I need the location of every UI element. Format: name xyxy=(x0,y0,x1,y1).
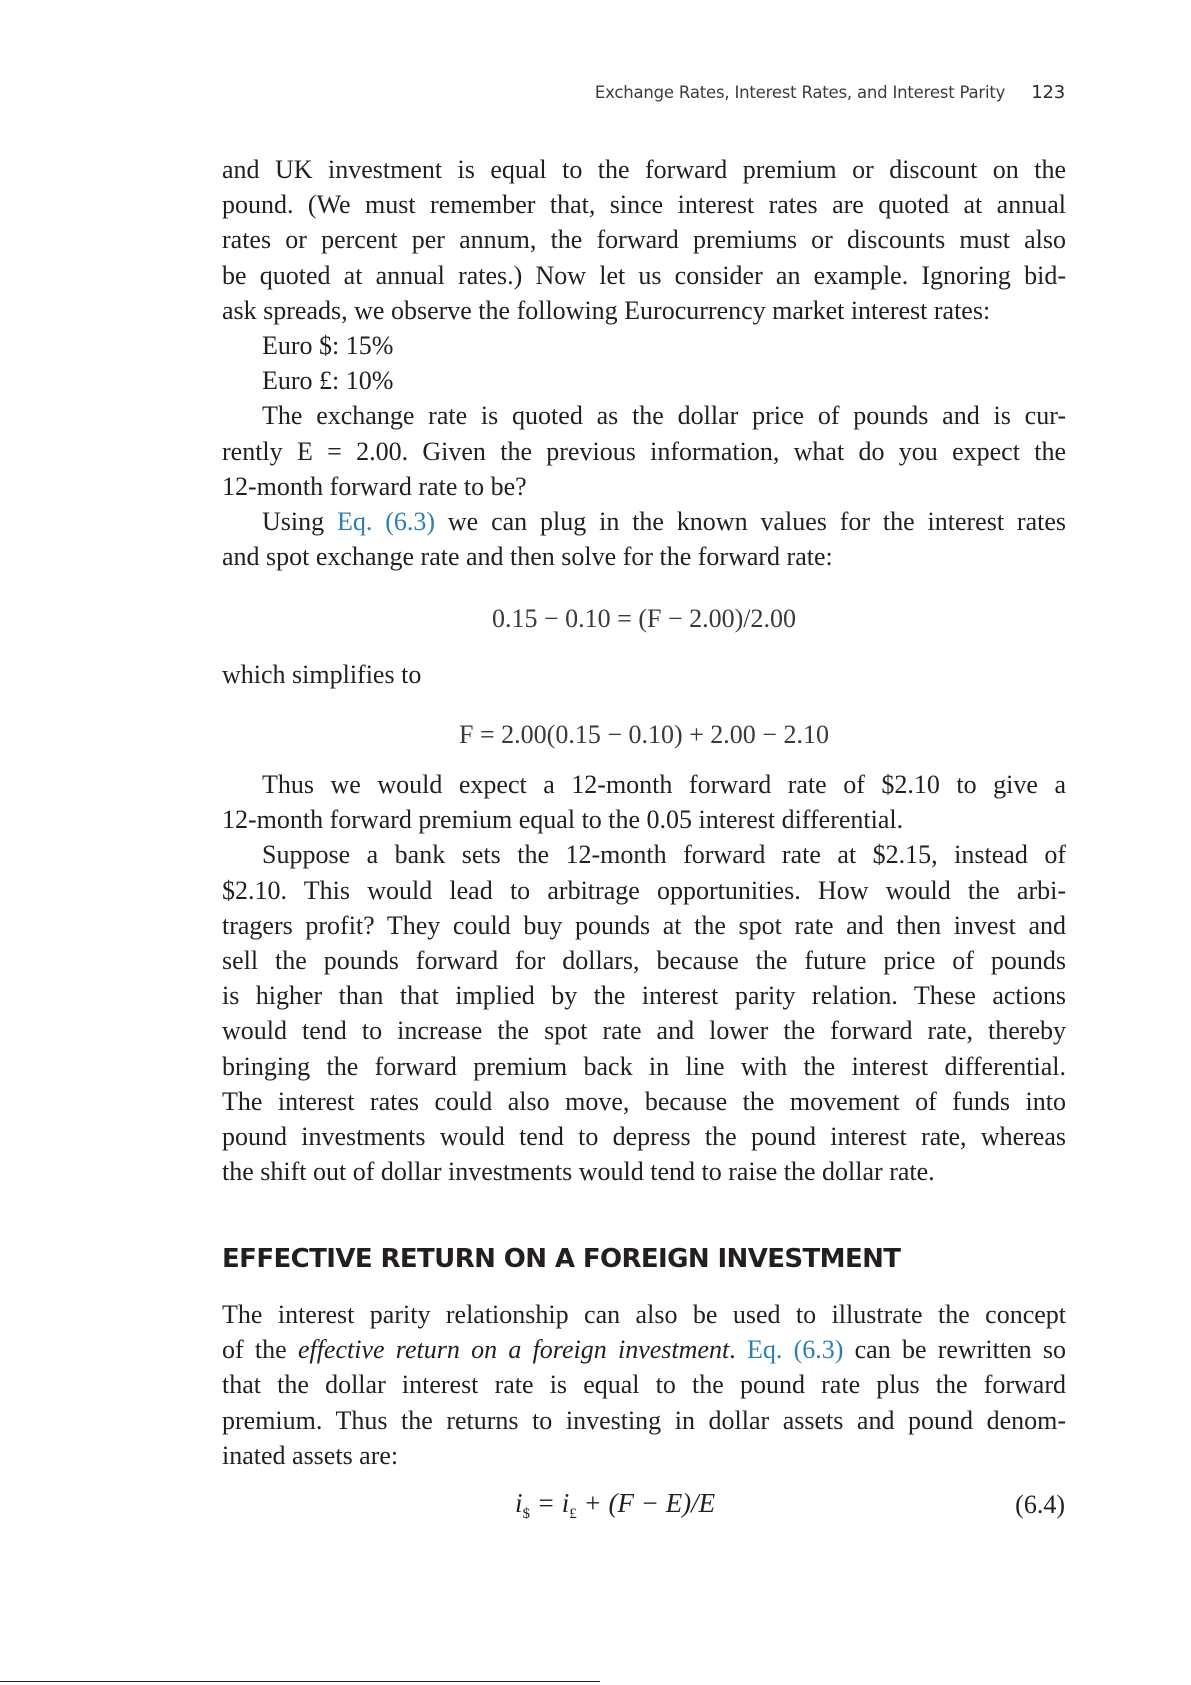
equation-a: 0.15 − 0.10 = (F − 2.00)/2.00 xyxy=(492,604,796,633)
text-line xyxy=(222,1332,1066,1367)
paragraph-simplifies xyxy=(222,657,1066,692)
text-run: Using xyxy=(262,507,337,537)
section-heading: EFFECTIVE RETURN ON A FOREIGN INVESTMENT xyxy=(222,1244,901,1274)
text-line: rates or percent per annum, the forward premiums or discounts must also xyxy=(222,225,1066,255)
text-line: the shift out of dollar investments would tend to raise the dollar rate. xyxy=(222,1157,935,1187)
text-run: we can plug in the known values for the interest rates xyxy=(435,507,1066,537)
text-line: that the dollar interest rate is equal to the pound rate plus the forward xyxy=(222,1370,1066,1400)
equation-link[interactable]: Eq. (6.3) xyxy=(746,1335,844,1365)
equation-b: F = 2.00(0.15 − 0.10) + 2.00 − 2.10 xyxy=(459,720,829,749)
text-line: ask spreads, we observe the following Eurocurrency market interest rates: xyxy=(222,295,991,325)
text-line: bringing the forward premium back in line with the interest differential. xyxy=(222,1051,1066,1081)
text-line: The interest rates could also move, because the movement of funds into xyxy=(222,1086,1066,1116)
eq-symbol: i xyxy=(515,1488,523,1518)
text-line: 12-month forward premium equal to the 0.05 interest differential. xyxy=(222,805,904,835)
text-line: which simplifies to xyxy=(222,660,422,689)
emphasis-term: effective return on a foreign investment xyxy=(297,1335,730,1365)
eq-symbol: i xyxy=(561,1488,570,1518)
text-run: of the xyxy=(222,1335,298,1365)
text-line: would tend to increase the spot rate and lower the forward rate, thereby xyxy=(222,1016,1066,1046)
text-line: Thus we would expect a 12-month forward rate of $2.10 to give a xyxy=(262,770,1066,799)
eq-rest: + (F − E)/E xyxy=(576,1488,716,1518)
text-line: be quoted at annual rates.) Now let us consider an example. Ignoring bid- xyxy=(222,260,1066,290)
text-line: rently E = 2.00. Given the previous information, what do you expect the xyxy=(222,436,1066,466)
rate-pound: Euro £: 10% xyxy=(262,366,394,396)
text-line xyxy=(222,504,1066,539)
text-line: 12-month forward rate to be? xyxy=(222,471,527,501)
eq-equals: = xyxy=(530,1488,562,1518)
text-line: and spot exchange rate and then solve for the forward rate: xyxy=(222,542,833,572)
text-line: The interest parity relationship can also be used to illustrate the concept xyxy=(222,1300,1066,1329)
equation-number: (6.4) xyxy=(1015,1490,1065,1519)
text-run: can be rewritten so xyxy=(843,1335,1066,1365)
rate-dollar: Euro $: 15% xyxy=(262,331,394,361)
text-line: sell the pounds forward for dollars, because the future price of pounds xyxy=(222,946,1066,976)
text-line: premium. Thus the returns to investing in dollar assets and pound denom- xyxy=(222,1405,1066,1435)
running-header xyxy=(595,82,1065,103)
text-line: pound investments would tend to depress the pound interest rate, whereas xyxy=(222,1122,1066,1152)
page-number: 123 xyxy=(1031,82,1065,103)
text-line: is higher than that implied by the interest parity relation. These actions xyxy=(222,981,1066,1011)
paragraph-body xyxy=(222,767,1066,1189)
equation-link[interactable]: Eq. (6.3) xyxy=(336,507,436,537)
text-line: tragers profit? They could buy pounds at the spot rate and then invest and xyxy=(222,910,1066,940)
text-run: . xyxy=(729,1335,747,1365)
eq-subscript-dollar: $ xyxy=(522,1506,531,1522)
eq-subscript-pound: £ xyxy=(569,1506,577,1522)
paragraph-intro xyxy=(222,152,1066,574)
equation-6-4 xyxy=(515,1488,715,1523)
text-line: Suppose a bank sets the 12-month forward rate at $2.15, instead of xyxy=(262,840,1066,870)
paragraph-section xyxy=(222,1297,1066,1473)
bottom-rule xyxy=(0,1681,600,1682)
text-line: $2.10. This would lead to arbitrage opportunities. How would the arbi- xyxy=(222,875,1066,905)
text-line: inated assets are: xyxy=(222,1440,399,1470)
text-line: and UK investment is equal to the forward premium or discount on the xyxy=(222,155,1066,184)
text-line: pound. (We must remember that, since interest rates are quoted at annual xyxy=(222,190,1066,220)
text-line: The exchange rate is quoted as the dollar price of pounds and is cur- xyxy=(262,401,1066,431)
running-title: Exchange Rates, Interest Rates, and Interest Parity xyxy=(594,83,1006,102)
